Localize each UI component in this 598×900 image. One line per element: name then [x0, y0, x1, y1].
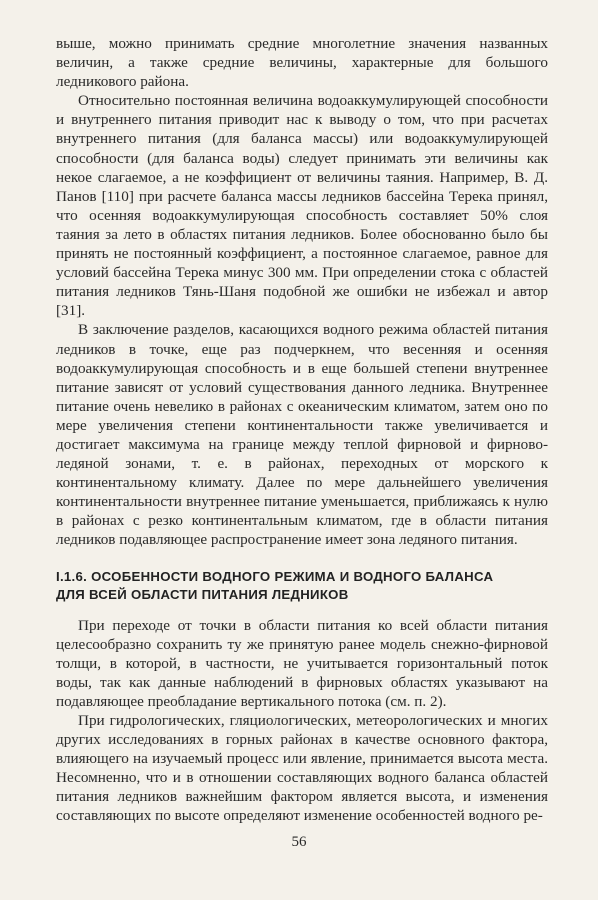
paragraph-altitude-factor: При гидрологических, гляциологических, метеорологических и многих других исследованиях в горных районах в качестве основного фактора, влияющего на изучаемый процесс или явление, принимается высота места. Несомненно, что и в отношении составляющих водного баланса областей питания ледников важнейшим фактором является высота, и изменения составляющих по высоте определяют изменение особенностей водного ре- — [56, 712, 548, 825]
paragraph-transition: При переходе от точки в области питания ко всей области питания целесообразно сохранить ту же принятую ранее модель снежно-фирновой толщи, в которой, в частности, не учитывается горизонтальный поток воды, так как данные наблюдений в фирновых областях указывают на подавляющее преобладание вертикального потока (см. п. 2). — [56, 616, 548, 710]
paragraph-water-capacity: Относительно постоянная величина водоаккумулирующей способности и внутреннего питания приводит нас к выводу о том, что при расчетах внутреннего питания (для баланса массы) или водоаккумулирующей способности (для баланса воды) следует принимать эти величины как некое слагаемое, а не коэффициент от величины таяния. Например, В. Д. Панов [110] при расчете баланса массы ледников бассейна Терека принял, что осенняя водоаккумулирующая способность составляет 50% слоя таяния за лето в областях питания ледников. Более обоснованно было бы принять не постоянный коэффициент, а постоянное слагаемое, равное для условий бассейна Терека минус 300 мм. При определении стока с областей питания ледников Тянь-Шаня подобной же ошибки не избежал и автор [31]. — [56, 92, 548, 320]
section-heading-line1: I.1.6. ОСОБЕННОСТИ ВОДНОГО РЕЖИМА И ВОДНОГО БАЛАНСА — [56, 568, 494, 584]
section-heading-line2: ДЛЯ ВСЕЙ ОБЛАСТИ ПИТАНИЯ ЛЕДНИКОВ — [56, 586, 349, 602]
paragraph-conclusion: В заключение разделов, касающихся водного режима областей питания ледников в точке, еще раз подчеркнем, что весенняя и осенняя водоаккумулирующая способность и в еще большей степени внутреннее питание зависят от условий существования данного ледника. Внутреннее питание очень невелико в районах с океаническим климатом, затем оно по мере увеличения степени континентальности также увеличивается и достигает максимума на границе между теплой фирновой и фирново-ледяной зонами, т. е. в районах, переходных от морского к континентальному климату. Далее по мере дальнейшего увеличения континентальности внутреннее питание уменьшается, приближаясь к нулю в районах с резко континентальным климатом, где в области питания ледников подавляющее распространение имеет зона ледяного питания. — [56, 321, 548, 549]
section-spacer — [56, 550, 548, 568]
paragraph-continuation: выше, можно принимать средние многолетние значения названных величин, а также средние величины, характерные для большого ледникового района. — [56, 35, 548, 91]
heading-spacer — [56, 604, 548, 616]
section-heading — [56, 568, 548, 604]
page-number: 56 — [291, 834, 307, 850]
